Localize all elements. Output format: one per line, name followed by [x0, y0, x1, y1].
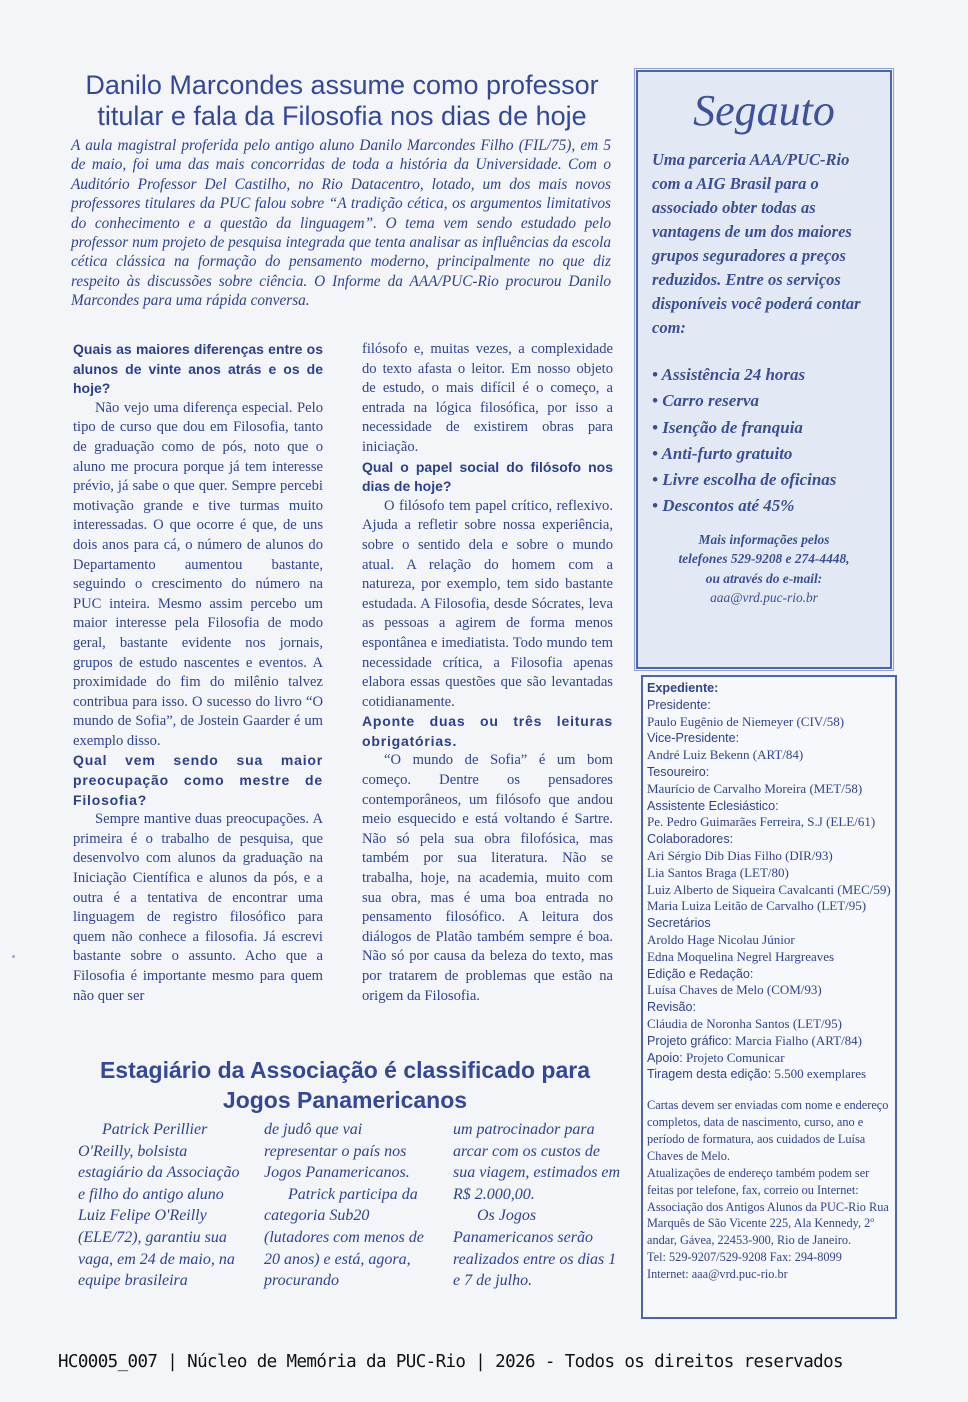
expediente-box — [641, 675, 897, 1319]
expediente-person: Paulo Eugênio de Niemeyer (CIV/58) — [647, 713, 845, 729]
expediente-person: Luiz Alberto de Siqueira Cavalcanti (MEC/59) — [647, 881, 891, 897]
projeto-value: Marcia Fialho (ART/84) — [731, 1032, 862, 1048]
answer-1: Não vejo uma diferença especial. Pelo tipo de curso que dou em Filosofia, tanto de graduação como de pós, noto que o aluno me procura porque já tem interesse prévio, já sabe o que quer. Sempre percebi motivação grande e tive turmas muito interessadas. O que ocorre é que, de uns dois anos para cá, o número de alunos do Departamento aumentou bastante, seguindo o crescimento do número na PUC inteira. Mesmo assim percebo um maior interesse pela Filosofia de modo geral, bastante evidente nos jornais, grupos de estudo nascentes e eventos. A proximidade do fim do milênio talvez contribua para isso. O sucesso do livro “O mundo de Sofia”, de Jostein Gaarder é um exemplo disso. — [73, 399, 323, 749]
article2-title: Estagiário da Associação é classificado para Jogos Panamericanos — [99, 1057, 591, 1113]
article-column-1 — [73, 340, 323, 1006]
expediente-person: Luísa Chaves de Melo (COM/93) — [647, 982, 822, 998]
contact-line: Mais informações pelos — [698, 531, 830, 547]
contact-line: ou através do e-mail: — [705, 570, 823, 586]
expediente-role-label: Assistente Eclesiástico: — [647, 798, 779, 813]
question-3: Qual o papel social do filósofo nos dias de hoje? — [362, 458, 613, 495]
tiragem — [647, 1066, 895, 1083]
segauto-services-list — [652, 362, 890, 520]
expediente-person: Edna Moquelina Negrel Hargreaves — [647, 948, 835, 964]
article2-paragraph: Patrick participa da categoria Sub20 (lutadores com menos de 20 anos) e está, agora, procurando — [264, 1185, 424, 1290]
apoio-label: Apoio: — [647, 1050, 683, 1065]
segauto-title: Segauto — [693, 86, 835, 135]
expediente-role-label: Tesoureiro: — [647, 764, 710, 779]
service-item: • Carro reserva — [652, 388, 890, 414]
answer-4: “O mundo de Sofia” é um bom começo. Dentre os pensadores contemporâneos, um filósofo que andou meio esquecido e está voltando é Sartre. Não só pela sua obra filofósica, mas também por sua literatura. Não se trabalha, hoje, na academia, muito com sua obra, mas é uma boa entrada no pensamento filosófico. A leitura dos diálogos de Platão também sempre é boa. Não só por causa da beleza do texto, mas por tratarem de problemas que estão na origem da Filosofia. — [362, 752, 613, 1004]
article2-column-1 — [78, 1119, 248, 1292]
question-1: Quais as maiores diferenças entre os alunos de vinte anos atrás e os de hoje? — [73, 341, 323, 397]
note-letters: Cartas devem ser enviadas com nome e endereço completos, data de nascimento, curso, ano e período de formatura, aos cuidados de Luísa Chaves de Melo. — [647, 1098, 889, 1163]
expediente-role-label: Edição e Redação: — [647, 966, 754, 981]
note-internet[interactable]: Internet: aaa@vrd.puc-rio.br — [647, 1267, 788, 1282]
question-2: Qual vem sendo sua maior preocupação como mestre de Filosofia? — [73, 752, 323, 808]
expediente-person: André Luiz Bekenn (ART/84) — [647, 747, 804, 763]
expediente-heading: Expediente: — [647, 681, 719, 695]
expediente-role-label: Revisão: — [647, 1000, 696, 1015]
article-lead: A aula magistral proferida pelo antigo aluno Danilo Marcondes Filho (FIL/75), em 5 de maio, foi uma das mais concorridas de toda a história da Universidade. Com o Auditório Professor Del Castilho, no Rio Datacentro, lotado, um dos mais novos professores titulares da PUC falou sobre “A tradição cética, os argumentos limitativos do conhecimento e a questão da linguagem”. O tema vem sendo estudado pelo professor num projeto de pesquisa integrada que tenta analisar as influências da escola cética clássica na formação do pensamento moderno, principalmente no que diz respeito às discussões sobre ciência. O Informe da AAA/PUC-Rio procurou Danilo Marcondes para uma rápida conversa. — [71, 137, 611, 310]
expediente-role-label: Vice-Presidente: — [647, 731, 740, 746]
answer-2-part-1: Sempre mantive duas preocupações. A primeira é o trabalho de pesquisa, que desenvolvo com alunos da graduação na Iniciação Científica e alunos da pós, e a outra é a tentativa de encontrar uma linguagem de registro filosófico para quem não conhece a filosofia. Já escrevi bastante sobre o assunto. Acho que a Filosofia é importante mesmo para quem não quer ser — [73, 811, 323, 1004]
expediente-notes — [647, 1097, 895, 1283]
article-column-2 — [362, 340, 613, 1006]
archive-footer: HC0005_007 | Núcleo de Memória da PUC-Rio | 2026 - Todos os direitos reservados — [58, 1352, 843, 1372]
answer-2-part-2: filósofo e, muitas vezes, a complexidade do texto afasta o leitor. Em nosso objeto de estudo, o mais difícil é o começo, a entrada na lógica filosófica, por isso a necessidade de existirem obras para iniciação. — [362, 341, 613, 455]
expediente-person: Cláudia de Noronha Santos (LET/95) — [647, 1015, 842, 1031]
article2-paragraph: Os Jogos Panamericanos serão realizados entre os dias 1 e 7 de julho. — [453, 1207, 617, 1290]
article2-column-3 — [453, 1119, 623, 1292]
segauto-contact — [638, 530, 890, 608]
expediente-role-label: Secretários — [647, 916, 711, 931]
article2-paragraph: um patrocinador para arcar com os custos de sua viagem, estimados em R$ 2.000,00. — [453, 1121, 621, 1203]
note-updates: Atualizações de endereço também podem ser feitas por telefone, fax, correio ou Internet: — [647, 1165, 870, 1197]
article2-column-2 — [264, 1119, 434, 1292]
expediente-person: Maurício de Carvalho Moreira (MET/58) — [647, 780, 863, 796]
segauto-ad-box — [636, 70, 892, 669]
apoio — [647, 1050, 895, 1067]
expediente-role-label: Presidente: — [647, 697, 711, 712]
segauto-intro: Uma parceria AAA/PUC-Rio com a AIG Brasil para o associado obter todas as vantagens de um dos maiores grupos seguradores a preços reduzidos. Entre os serviços disponíveis você poderá contar com: — [652, 150, 861, 337]
expediente-person: Pe. Pedro Guimarães Ferreira, S.J (ELE/61) — [647, 814, 876, 830]
expediente-person: Ari Sérgio Dib Dias Filho (DIR/93) — [647, 847, 833, 863]
contact-email[interactable]: aaa@vrd.puc-rio.br — [710, 590, 818, 606]
service-item: • Livre escolha de oficinas — [652, 467, 890, 493]
scan-speck — [12, 955, 15, 958]
expediente-person: Lia Santos Braga (LET/80) — [647, 864, 789, 880]
article2-paragraph: de judô que vai representar o país nos Jogos Panamericanos. — [264, 1121, 410, 1182]
projeto-label: Projeto gráfico: — [647, 1033, 732, 1048]
contact-phones: telefones 529-9208 e 274-4448, — [678, 551, 850, 567]
service-item: • Descontos até 45% — [652, 493, 890, 519]
note-address: Associação dos Antigos Alunos da PUC-Rio Rua Marquês de São Vicente 225, Ala Kennedy, 2º andar, Gávea, 22453-900, Rio de Janeiro. — [647, 1199, 889, 1248]
service-item: • Assistência 24 horas — [652, 362, 890, 388]
tiragem-label: Tiragem desta edição: — [647, 1067, 772, 1082]
article2-paragraph: Patrick Perillier O'Reilly, bolsista estagiário da Associação e filho do antigo aluno Luiz Felipe O'Reilly (ELE/72), garantiu sua vaga, em 24 de maio, na equipe brasileira — [78, 1121, 240, 1290]
expediente-entries — [647, 697, 895, 1033]
expediente-role-label: Colaboradores: — [647, 832, 734, 847]
expediente-person: Maria Luiza Leitão de Carvalho (LET/95) — [647, 898, 867, 914]
tiragem-value: 5.500 exemplares — [771, 1066, 867, 1082]
service-item: • Isenção de franquia — [652, 415, 890, 441]
apoio-value: Projeto Comunicar — [682, 1049, 785, 1065]
note-phone: Tel: 529-9207/529-9208 Fax: 294-8099 — [647, 1250, 842, 1265]
question-4: Aponte duas ou três leituras obrigatórias. — [362, 713, 613, 749]
answer-3: O filósofo tem papel crítico, reflexivo. Ajuda a refletir sobre nossa experiência, sobre o sentido dela e sobre o mundo atual. A relação do homem com a natureza, por exemplo, tem sido bastante estudada. A Filosofia, desde Sócrates, leva as pessoas a agirem de forma menos espontânea e imediatista. Todo mundo tem necessidade crítica, a Filosofia apenas elabora essas questões que são levantadas cotidianamente. — [362, 497, 613, 710]
projeto-grafico — [647, 1033, 895, 1050]
article-title: Danilo Marcondes assume como professor titular e fala da Filosofia nos dias de hoje — [85, 70, 599, 131]
service-item: • Anti-furto gratuito — [652, 441, 890, 467]
expediente-person: Aroldo Hage Nicolau Júnior — [647, 931, 795, 947]
